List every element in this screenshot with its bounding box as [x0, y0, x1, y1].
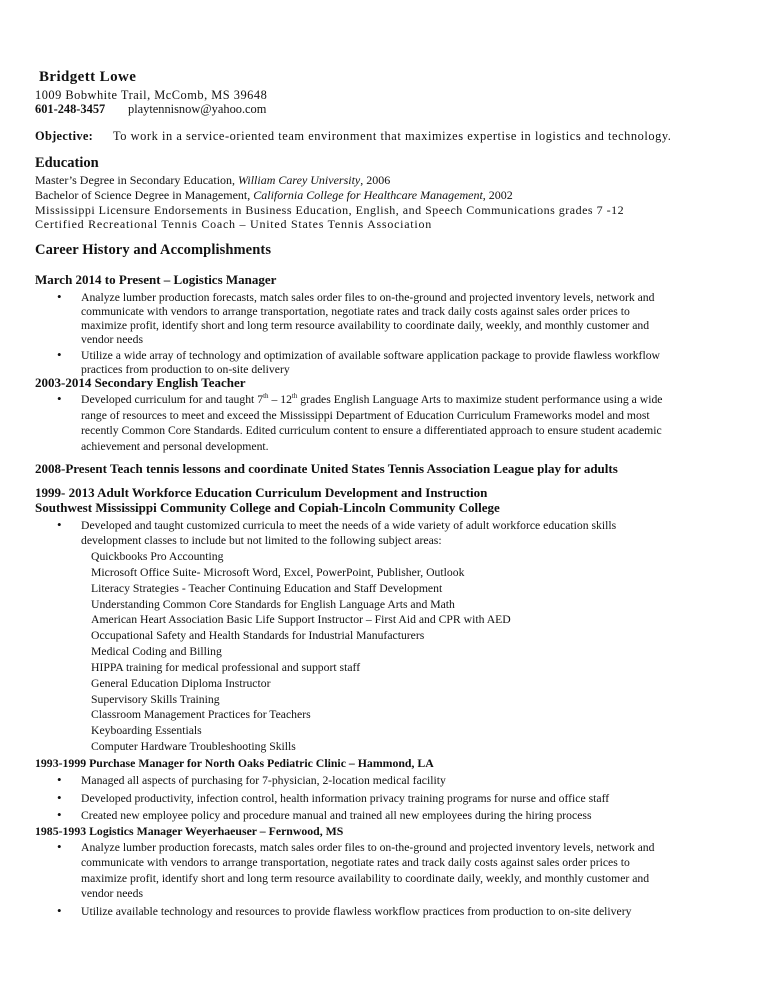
subject-area: Occupational Safety and Health Standards for Industrial Manufacturers [91, 629, 425, 642]
job-title: March 2014 to Present – Logistics Manager [35, 272, 277, 287]
subject-area: HIPPA training for medical professional and support staff [91, 661, 361, 674]
job-title: 2008-Present Teach tennis lessons and coordinate United States Tennis Association League play for adults [35, 461, 618, 476]
phone-value: 601-248-3457 [35, 102, 106, 116]
bullet-line: maximize profit, identify short and long term resource availability to coordinate daily, weekly, and monthly customer and [81, 872, 650, 885]
bullet-line: vendor needs [81, 887, 143, 900]
subject-area: Microsoft Office Suite- Microsoft Word, Excel, PowerPoint, Publisher, Outlook [91, 566, 465, 579]
bullet-line: communicate with vendors to arrange transportation, negotiate rates and track daily costs against sales order prices to [81, 856, 630, 869]
bullet-line: achievement and personal development. [81, 440, 269, 453]
subject-area: American Heart Association Basic Life Support Instructor – First Aid and CPR with AED [91, 613, 511, 626]
job-title: 2003-2014 Secondary English Teacher [35, 375, 246, 390]
bullet: • [57, 347, 62, 362]
email-address: playtennisnow@yahoo.com [128, 102, 267, 116]
text-part: – 12 [268, 393, 292, 406]
bullet-line: Developed and taught customized curricula to meet the needs of a wide variety of adult workforce education skills [81, 519, 617, 532]
education-line [35, 173, 390, 188]
subject-area: Keyboarding Essentials [91, 724, 202, 737]
objective-label: Objective: [35, 129, 94, 143]
subject-area: Quickbooks Pro Accounting [91, 550, 224, 563]
bullet: • [57, 903, 62, 918]
bullet-line: Analyze lumber production forecasts, match sales order files to on-the-ground and projected inventory levels, network and [81, 841, 655, 854]
bullet-line: practices from production to on-site delivery [81, 363, 290, 376]
school-name: William Carey University [238, 173, 361, 187]
superscript: th [291, 392, 298, 401]
bullet-line: vendor needs [81, 333, 143, 346]
subject-area: Supervisory Skills Training [91, 693, 220, 706]
degree-text: Bachelor of Science Degree in Management, [35, 188, 254, 202]
subject-area: Computer Hardware Troubleshooting Skills [91, 740, 296, 753]
bullet-line: Created new employee policy and procedure manual and trained all new employees during the hiring process [81, 809, 592, 822]
text-part: Developed curriculum for and taught 7 [81, 393, 264, 406]
subject-area: Understanding Common Core Standards for English Language Arts and Math [91, 598, 455, 611]
objective-text: To work in a service-oriented team environment that maximizes expertise in logistics and technology. [113, 129, 672, 143]
job-employer: Southwest Mississippi Community College and Copiah-Lincoln Community College [35, 500, 500, 515]
text-part: grades English Language Arts to maximize student performance using a wide [297, 393, 663, 406]
degree-year: , 2006 [360, 173, 391, 187]
bullet-line: Analyze lumber production forecasts, match sales order files to on-the-ground and projected inventory levels, network and [81, 291, 655, 304]
subject-area: General Education Diploma Instructor [91, 677, 271, 690]
education-line: Certified Recreational Tennis Coach – United States Tennis Association [35, 217, 432, 231]
job-title: 1985-1993 Logistics Manager Weyerhaeuser – Fernwood, MS [35, 824, 344, 838]
bullet-line: Managed all aspects of purchasing for 7-physician, 2-location medical facility [81, 774, 446, 787]
bullet-line: Developed productivity, infection control, health information privacy training programs for nurse and office staff [81, 792, 610, 805]
bullet-line: recently Common Core Standards. Edited curriculum content to ensure a differentiated approach to ensure student academic [81, 424, 662, 437]
bullet-line: range of resources to meet and exceed the Mississippi Department of Education Curriculum Frameworks model and most [81, 409, 650, 422]
bullet-line: development classes to include but not limited to the following subject areas: [81, 534, 442, 547]
phone-number [35, 102, 105, 117]
education-heading: Education [35, 155, 99, 171]
bullet: • [57, 839, 62, 854]
subject-area: Classroom Management Practices for Teachers [91, 708, 311, 721]
superscript: th [263, 392, 269, 401]
job-title: 1993-1999 Purchase Manager for North Oaks Pediatric Clinic – Hammond, LA [35, 756, 434, 770]
school-name: California College for Healthcare Management [253, 188, 483, 202]
bullet-line: Utilize available technology and resources to provide flawless workflow practices from production to on-site delivery [81, 905, 632, 918]
bullet: • [57, 772, 62, 787]
education-line: Mississippi Licensure Endorsements in Business Education, English, and Speech Communications grades 7 -12 [35, 203, 625, 217]
candidate-name: Bridgett Lowe [39, 69, 137, 85]
bullet-line [81, 393, 663, 406]
bullet: • [57, 289, 62, 304]
degree-text: Master’s Degree in Secondary Education, [35, 173, 239, 187]
bullet-line: Utilize a wide array of technology and optimization of available software application package to provide flawless workflow [81, 349, 660, 362]
bullet: • [57, 517, 62, 532]
subject-area: Medical Coding and Billing [91, 645, 222, 658]
education-line [35, 188, 513, 203]
bullet: • [57, 790, 62, 805]
bullet-line: communicate with vendors to arrange transportation, negotiate rates and track daily costs against sales order prices to [81, 305, 630, 318]
career-heading: Career History and Accomplishments [35, 242, 272, 258]
bullet-line: maximize profit, identify short and long term resource availability to coordinate daily, weekly, and monthly customer and [81, 319, 650, 332]
job-title: 1999- 2013 Adult Workforce Education Curriculum Development and Instruction [35, 485, 488, 500]
degree-year: , 2002 [482, 188, 513, 202]
address: 1009 Bobwhite Trail, McComb, MS 39648 [35, 88, 268, 102]
bullet: • [57, 807, 62, 822]
bullet: • [57, 391, 62, 406]
subject-area: Literacy Strategies - Teacher Continuing Education and Staff Development [91, 582, 443, 595]
